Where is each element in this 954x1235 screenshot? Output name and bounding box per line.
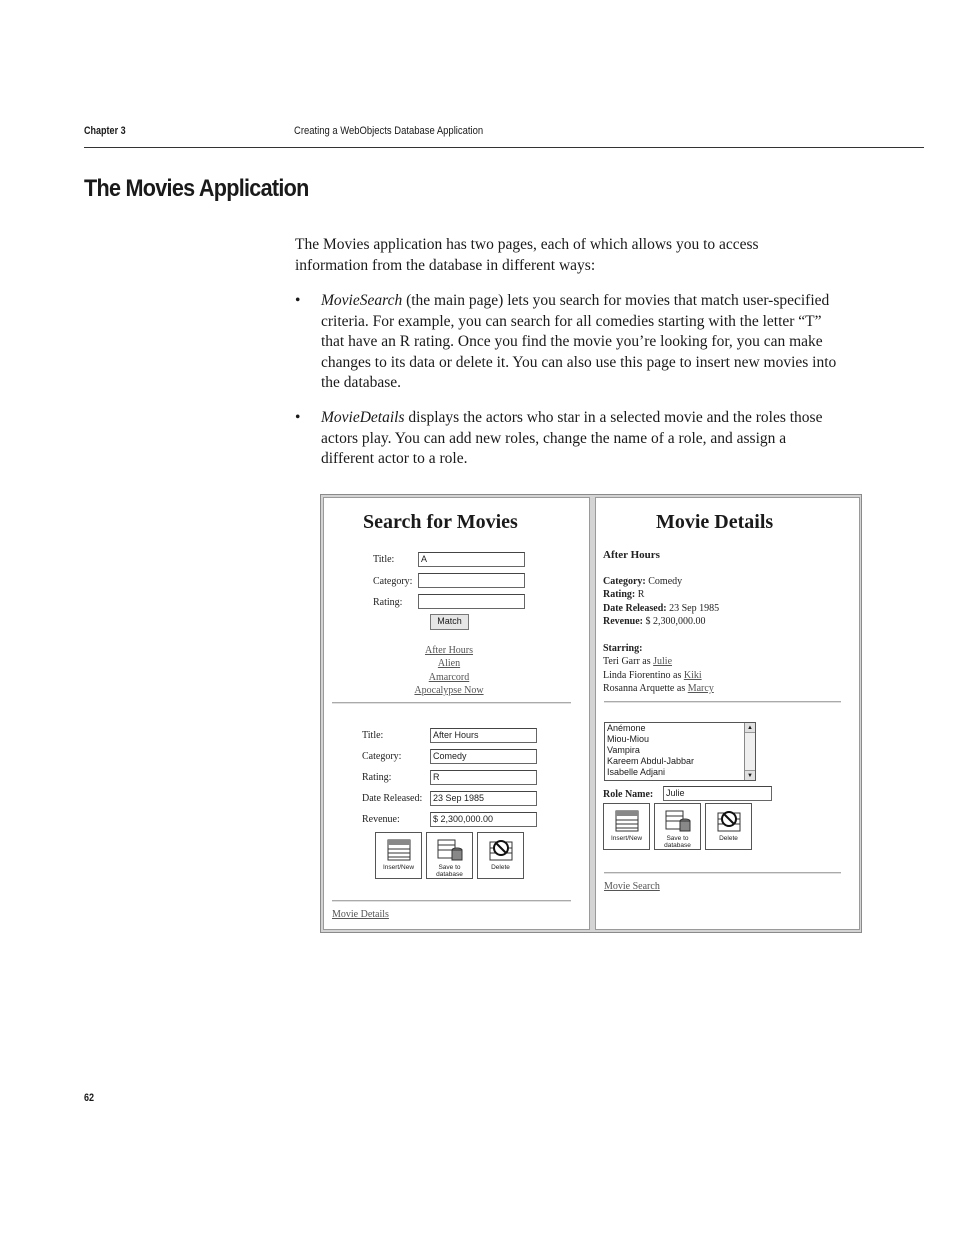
query-category-input[interactable]: [418, 573, 525, 588]
date-value: 23 Sep 1985: [669, 603, 720, 614]
role-link[interactable]: Julie: [653, 656, 673, 667]
cast-row: [603, 683, 714, 694]
scroll-up-icon[interactable]: ▲: [745, 723, 755, 733]
query-category-label: Category:: [373, 576, 413, 587]
query-title-label: Title:: [373, 554, 395, 565]
date-line: [603, 603, 719, 614]
detail-date-input[interactable]: 23 Sep 1985: [430, 791, 537, 806]
section-heading: The Movies Application: [84, 175, 309, 202]
table-icon: [614, 809, 640, 833]
actor-name: Linda Fiorentino: [603, 670, 671, 681]
database-save-icon: [437, 838, 463, 862]
role-name-label: Role Name:: [603, 789, 654, 800]
rating-label: Rating:: [603, 589, 636, 600]
running-header: [84, 124, 924, 148]
movie-title: After Hours: [603, 549, 660, 561]
role-link[interactable]: Marcy: [687, 683, 714, 694]
bullet-text: (the main page) lets you search for movies that match user-specified criteria. For example, you can search for all comedies starting with the letter “T” that have an R rating. Once you find the movie you’re looking for, you can make changes to its data or delete it. You can also use this page to insert new movies into the database.: [321, 292, 837, 391]
divider: [604, 701, 841, 703]
bullet-term: MovieDetails: [321, 409, 405, 426]
cast-row: [603, 670, 702, 681]
chapter-label: Chapter 3: [84, 125, 126, 137]
actor-option[interactable]: Isabelle Adjani: [607, 767, 666, 777]
detail-title-label: Title:: [362, 730, 384, 741]
revenue-value: $ 2,300,000.00: [645, 616, 706, 627]
database-save-icon: [665, 809, 691, 833]
movie-details-link[interactable]: Movie Details: [332, 909, 389, 920]
actor-option[interactable]: Anémone: [607, 723, 646, 733]
divider: [332, 900, 571, 902]
page-number: 62: [84, 1092, 95, 1104]
detail-revenue-input[interactable]: $ 2,300,000.00: [430, 812, 537, 827]
cast-row: [603, 656, 672, 667]
detail-title-input[interactable]: After Hours: [430, 728, 537, 743]
movie-details-page: [595, 497, 860, 930]
detail-category-input[interactable]: Comedy: [430, 749, 537, 764]
query-title-input[interactable]: A: [418, 552, 525, 567]
detail-rating-label: Rating:: [362, 772, 392, 783]
delete-icon: [488, 838, 514, 862]
insert-new-label: Insert/New: [382, 864, 415, 871]
detail-date-label: Date Released:: [362, 793, 423, 804]
category-line: [603, 576, 682, 587]
actor-name: Rosanna Arquette: [603, 683, 675, 694]
result-link[interactable]: Apocalypse Now: [414, 685, 484, 696]
query-rating-label: Rating:: [373, 597, 403, 608]
revenue-line: [603, 616, 706, 627]
as-word: as: [642, 656, 651, 667]
bullet-movie-details: [295, 408, 840, 470]
delete-button[interactable]: [705, 803, 752, 850]
insert-new-label: Insert/New: [610, 835, 643, 842]
revenue-label: Revenue:: [603, 616, 643, 627]
save-to-database-button[interactable]: [654, 803, 701, 850]
actor-option[interactable]: Vampira: [607, 745, 640, 755]
bullet-movie-search: [295, 291, 840, 394]
delete-label: Delete: [719, 835, 738, 842]
search-page-title: Search for Movies: [363, 511, 518, 533]
save-to-database-button[interactable]: [426, 832, 473, 879]
table-icon: [386, 838, 412, 862]
details-page-title: Movie Details: [656, 511, 774, 533]
rating-line: [603, 589, 644, 600]
bullet-term: MovieSearch: [321, 292, 403, 309]
intro-paragraph: The Movies application has two pages, each of which allows you to access information from the database in different ways:: [295, 236, 759, 274]
as-word: as: [673, 670, 682, 681]
actor-listbox[interactable]: [604, 722, 756, 781]
role-name-input[interactable]: Julie: [663, 786, 772, 801]
detail-revenue-label: Revenue:: [362, 814, 400, 825]
result-link[interactable]: Alien: [437, 658, 461, 669]
bullet-marker: •: [295, 409, 301, 426]
divider: [332, 702, 571, 704]
result-link[interactable]: Amarcord: [428, 672, 470, 683]
as-word: as: [676, 683, 686, 694]
divider: [604, 872, 841, 874]
actor-name: Teri Garr: [603, 656, 640, 667]
insert-new-button[interactable]: [375, 832, 422, 879]
delete-label: Delete: [491, 864, 510, 871]
query-rating-input[interactable]: [418, 594, 525, 609]
save-label: Save to database: [436, 864, 463, 878]
scroll-down-icon[interactable]: ▼: [745, 770, 755, 780]
date-label: Date Released:: [603, 603, 667, 614]
category-value: Comedy: [648, 576, 683, 587]
detail-category-label: Category:: [362, 751, 402, 762]
insert-new-button[interactable]: [603, 803, 650, 850]
actor-option[interactable]: Miou-Miou: [607, 734, 650, 744]
bullet-marker: •: [295, 292, 301, 309]
movie-search-link[interactable]: Movie Search: [604, 881, 660, 892]
search-for-movies-page: [323, 497, 590, 930]
delete-icon: [716, 809, 742, 833]
role-link[interactable]: Kiki: [683, 670, 702, 681]
listbox-scrollbar[interactable]: [744, 723, 755, 780]
result-link[interactable]: After Hours: [424, 645, 474, 656]
app-screenshot-figure: [320, 494, 862, 933]
delete-button[interactable]: [477, 832, 524, 879]
category-label: Category:: [603, 576, 646, 587]
save-label: Save to database: [664, 835, 691, 849]
bullet-text: displays the actors who star in a selected movie and the roles those actors play. You can add new roles, change the name of a role, and assign a different actor to a role.: [321, 409, 823, 467]
actor-option[interactable]: Kareem Abdul-Jabbar: [607, 756, 695, 766]
starring-label: Starring:: [603, 643, 643, 654]
detail-rating-input[interactable]: R: [430, 770, 537, 785]
match-button[interactable]: Match: [430, 614, 469, 630]
rating-value: R: [637, 589, 645, 600]
chapter-title: Creating a WebObjects Database Application: [294, 125, 484, 137]
